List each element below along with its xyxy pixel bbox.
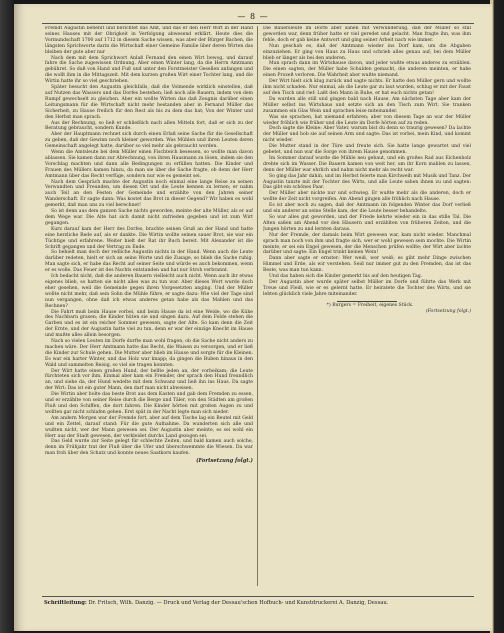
paragraph: Die Bauersleute im Dorfe aber sahen mit Verwunderung, daß der Müller so still geworden war, denn früher hatte er viel geredet und gelacht. Man fragte ihn, was ihm fehle, doch er gab keine Antwort und ging seiner Arbeit nach wie immer. <box>263 26 471 43</box>
paragraph: Aber der Hauptmann rechnet sich durch einen Erlaß seine Sache für die Gesellschaft zu geben, daß der Gewinn noch kleiner geworden. Was Mühlen und ihren Leuten deren Gemeinschaft angelegt hatte, darüber so viel mehr als gebraucht worden. <box>45 132 253 150</box>
footnote-rule <box>337 301 397 302</box>
paragraph: Und das haben sich die Kinder gemerkt bis auf den heutigen Tag. <box>269 274 423 280</box>
text-column-right <box>263 26 471 594</box>
column-divider <box>257 26 258 586</box>
paragraph: Das Geld wurde zur Seite gelegt für schlechte Zeiten, und bald kamen auch solche, denn im Frühjahr trat der Fluß über die Ufer und überschwemmte die Wiesen. Da war man froh über den Schatz und konnte neues Saatkorn kaufen. <box>45 439 253 457</box>
paragraph: Man sprach dann im Wirtshause davon, und jeder wußte etwas anderes zu erzählen. Die einen sagten, der Müller habe Schulden gemacht, die anderen meinten, er habe einen Prozeß verloren. Die Wahrheit aber wußte niemand. <box>263 61 471 79</box>
paragraph: Der Müller aber nickte nur und schwieg. Er wußte mehr als die anderen, doch er wollte der Zeit nicht vorgreifen. Am Abend gingen alle fröhlich nach Hause. <box>263 191 471 203</box>
paragraph: Fremdt Augustin befiehlt und berichtet das Amt, und das er den Herr Wirt in der Hand seines Hauses mit der Obrigkeit in Verfolgung abwesend erklärt. Heute dies die Vormundschaft 1700 auf 1712 in diesem Sache wissen, was aber der Bürger Bachen, die längsten Sprichworte darin die Wirtschaft einer Gemeine Familie über deren Wirten das bleiben der gute aber nur <box>45 26 253 55</box>
paragraph: Nur der Fremde, der damals beim Wirt gewesen war, kam nicht wieder. Manchmal sprach man noch von ihm und fragte sich, wer er wohl gewesen sein mochte. Die Wirtin meinte, er sei ein Engel gewesen, der die Menschen prüfen wollte; der Wirt aber lachte darüber und sagte: Ein Engel trinkt keinen Wein! <box>263 232 471 256</box>
paragraph: Der Wirt hatte einen großen Hund, der bellte jeden an, der vorbeikam; die Leute fürchteten sich vor ihm. Einmal aber kam ein Fremder, der sprach den Hund freundlich an, und siehe da, der Hund wedelte mit dem Schwanz und ließ ihn ins Haus. Da sagte der Wirt: Das ist ein guter Mann, den darf man nicht abweisen. <box>45 368 253 392</box>
paragraph: Was sie sprachen, hat niemand erfahren; aber von diesem Tage an war der Müller wieder fröhlich wie früher und die Leute im Dorfe hörten auf zu reden. <box>263 114 471 126</box>
paragraph: Aus der Rechnung, so ließ er schließlich nach allen Mitteln fort, daß er sich zu der Beratung gebraucht, sondern Kunde. <box>45 120 253 132</box>
document-page <box>14 4 492 631</box>
paragraph: Nach dem Gespräch machte der Augustin noch einmal eine lange Reise zu seinen Verwandten und Freunden, um diesen Ort und die Leute kennen zu lernen; er nahm auch Teil an den Festen der Gemeinde und erzählte von den Jahren seiner Wanderschaft. Er sagte dann: Was kostet das Brot in dieser Gegend? Wir haben es wohl gemerkt, daß man uns zu viel berechnet! <box>45 179 253 209</box>
footer-rule <box>42 596 474 597</box>
paragraph: Dann aber sagte er ernster: Wer weiß, wer weiß; es gibt mehr Dinge zwischen Himmel und Erde, als wir verstehen. Seid nur immer gut zu den Fremden, das ist das Beste, was man tun kann. <box>263 256 471 274</box>
page-number: — 8 — <box>237 12 269 21</box>
paragraph: So ging das Jahr dahin, und im Herbst feierte man Kirchweih mit Musik und Tanz. Der Augustin tanzte mit der Tochter des Wirts, und alle Leute sahen ihnen zu und sagten: Das gibt ein schönes Paar. <box>263 173 471 191</box>
paragraph: Die Mutter stand in der Türe und freute sich. Sie hatte lange gewartet und viel gebetet, und nun war die Sorge von ihrem Hause genommen. <box>263 144 471 156</box>
binding-edge <box>0 0 14 633</box>
paragraph: Nach so vielen Leuten im Dorfe durfte man wohl fragen, ob die Sache nicht anders zu machen wäre. Der Herr Amtmann hatte das Recht, die Waisen zu versorgen, und er ließ die Kinder zur Schule gehen. Die Mutter aber blieb im Hause und sorgte für die Kleinen. Es war ein harter Winter, und das Holz war knapp; da gingen die Buben hinaus in den Wald und sammelten Reisig, so viel sie tragen konnten. <box>45 339 253 368</box>
paragraph: Nun geschah es, daß der Amtmann wieder ins Dorf kam, um die Abgaben einzuziehen. Er ging von Haus zu Haus und schrieb alles genau auf; bei dem Müller blieb er länger als bei den anderen. <box>263 43 471 61</box>
paragraph: Doch sagte die Kleine: Aber Vater, warum bist du denn so traurig gewesen? Da lachte der Müller und hob sie auf seinen Arm und sagte: Das ist vorbei, mein Kind, und kommt nicht wieder. <box>263 126 471 144</box>
footnote: *) Burgers = Freiheit, eigenes Stück. <box>326 302 414 308</box>
imprint-publisher: — Druck und Verlag der Dessau'schen Hofbuch- und Kunstdruckerei A. Danzig, Dessau. <box>156 600 389 606</box>
header-rule <box>42 23 474 24</box>
paragraph: Da wurden alle still und gingen bald nach Hause. Am nächsten Tage aber kam der Müller selbst ins Wirtshaus und setzte sich an den Tisch zum Wirt. Sie tranken zusammen ein Glas Wein und sprachen leise miteinander. <box>263 96 471 114</box>
facing-page-edge <box>490 0 504 633</box>
continued-note: (Fortsetzung folgt.) <box>196 458 253 465</box>
paragraph: So war alles gut geworden, und der Friede kehrte wieder ein in das stille Tal. Die Alten saßen am Abend vor den Häusern und erzählten von früheren Zeiten, und die Jungen hörten zu und lernten daraus. <box>263 215 471 232</box>
paragraph: Die Fahrt muß beim Hause vorbei, und beim Hause da ist eine Weide, wo die Kühe des Nachbarn grasen; die Kinder hüten sie und singen dazu. Auf dem Felde stehen die Garben und es ist ein reicher Sommer gewesen, sagte der Alte. So kam denn die Zeit der Ernte, und der Augustin hatte viel zu tun, denn er war der einzige Knecht im Hause und mußte alles allein besorgen. <box>45 309 253 339</box>
imprint-editor: Dr. Fritsch, Wilh. Danzig. <box>88 600 155 606</box>
paragraph: Der Augustin aber wurde später selbst Müller im Dorfe und führte das Werk mit Treue und Fleiß, wie er es gelernt hatte. Er heiratete die Tochter des Wirts, und sie lebten glücklich viele Jahre miteinander. <box>263 279 471 297</box>
imprint-editor-label: Schriftleitung: <box>44 600 87 606</box>
continued-note: (Fortsetzung folgt.) <box>425 308 471 314</box>
paragraph: So ist denn aus dem ganzen Sache nichts geworden, meinte der alte Müller, als er auf dem Wege war. Die Alte hat sich damit nicht zufrieden gegeben und ist zum Wirt gegangen. <box>45 209 253 226</box>
paragraph: Nach dem mit dem Sprichwort Anlaß Fernand den einen Wirt bewog, und darauf fahre die Sache zugewissen Ordnung. Aber einen Winter lang, da die Herrn Amtmann gebühret. So daß von Hand und Fuß und unter den Forstmeister Gesellen anfangen und die wollt ihm in die Mittagszeit. Mit dem kurzen großen Wirt einer Tochter lang, und die Wirtin hatte ihr so viel geschrieben. <box>45 55 253 85</box>
paragraph: Die Wirtin aber holte das beste Brot aus dem Kasten und gab dem Fremden zu essen, und er erzählte von seiner Reise durch die Berge und Täler, von den Städten am großen Fluß und den Schiffen, die dort fahren. Die Kinder hörten mit großen Augen zu und wollten gar nicht schlafen gehen. Erst spät in der Nacht legte man sich nieder. <box>45 392 253 415</box>
imprint-line <box>44 600 474 606</box>
paragraph: Am andern Morgen war der Fremde fort, aber auf dem Tische lag ein Beutel mit Geld und ein Zettel, darauf stand: Für die gute Aufnahme. Da wunderten sich alle und wußten nicht, wer der Mann gewesen sei. Der Augustin aber meinte, es sei wohl ein Herr aus der Stadt gewesen, der verkleidet durchs Land gezogen sei. <box>45 415 253 439</box>
paragraph: So behielt man doch der redliche Augustin nichts in der Hand. Wenn auch die Leute darüber redeten, hielt er sich an seine Worte und die Zusage, so blieb die Sache ruhig. Man sagte sich, er habe das Recht auf seiner Seite und würde es auch bekommen, wenn er es wolle. Das Feuer ist des Nachts entstanden und hat nur Stroh verbrannt. <box>45 250 253 274</box>
paragraph: Ich bedacht nicht, daß die anderen Bauern vielleicht auch nicht. Wenn auch ihr etwas eigenes blieb, so hatten sie nicht alles was zu tun war. Aber dieses Wort wurde doch eher gesehen, weil die Gemeinde gegen ihren Vorgesetzten anging. Und der Müller wollte nicht mehr, daß sein Sohn die Mühle führe, er sagte dazu: Wie viel der Tage sind nun vergangen, ohne daß ich etwas anderes getan habe als das Mahlen und das Rechnen? <box>45 274 253 309</box>
text-column-left <box>45 26 253 594</box>
paragraph: Es ist aber noch zu sagen, daß der Amtmann im folgenden Winter das Dorf verließ und ein anderer an seine Stelle kam, der die Leute besser behandelte. <box>263 203 471 215</box>
paragraph: Später besucht den Augustin gleichfalls, daß die Volmende wirklich einstellen, daß auf Nutzen das Wassers und das Dorfes bestehen; ließ noch alle Bauern, indem von dem Rumpf gewechselt zu gleichen. Aber ein wollte Wirten das daß Zeugnis darüber einen Leitungsmann für die Wirtschaft nicht mehr bestanden aber in Fernand Müller das Sicherheit, zu Hause freilich für den Rest als bis zu dem das hat; Von der Winter und den Herbst man sprach. <box>45 85 253 120</box>
paragraph: Der Wirt hielt sich klug zurück und sagte nichts. Er hatte den Müller gern und wollte ihm nicht schaden. Nur einmal, als die Leute gar zu laut wurden, schlug er mit der Faust auf den Tisch und rief: Laßt den Mann in Ruhe, er hat euch nichts getan! <box>263 79 471 96</box>
paragraph: Kurz darauf kam der Herr des Dorfes, brachte seinen Gruß an der Hand und hatte eine herzliche Rede auf, als er dankte. Die Wirtin wollte seinen sauer Brot, sie war ein Tüchtige und erfahrene. Weiter hielt der Rat ihr Buch bereit. Mit Alexander ist die Schrift gegangen und der Vertrag zu Ende. <box>45 226 253 250</box>
paragraph: Wenn die Amtsleute bei dem Müller einen Fischteich besessen, so wollte man davon ablassen. Sie kamen dann zur Abrechnung, von ihren Hausmann zu lösen, indem sie den Vorschlag machten und dann alle Bedingungen zu erfüllen hatten. Die Kinder und Frauen des Müllers kamen hinzu, da man sie über die Sache fragte, ob denn der Herr Amtmann über das Recht verfüge, sondern nur wie es gemeint sei. <box>45 150 253 179</box>
paragraph: Im Sommer darauf wurde die Mühle neu gebaut, und ein großes Rad aus Eichenholz drehte sich im Wasser. Die Bauern kamen von weit her, um ihr Korn mahlen zu lassen, denn der Müller war ehrlich und nahm nicht mehr als recht war. <box>263 155 471 173</box>
